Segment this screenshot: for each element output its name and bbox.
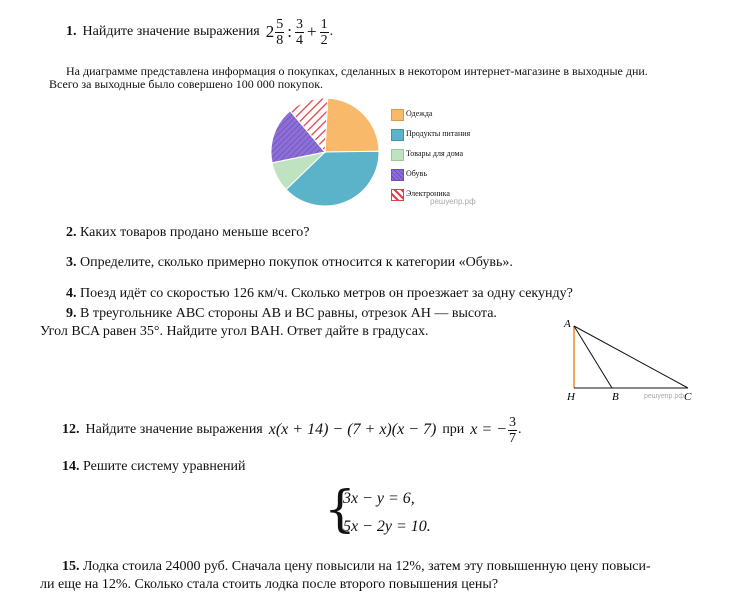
question-4 — [66, 286, 573, 302]
question-1-number: 1. — [66, 24, 77, 39]
question-1-text: Найдите значение выражения — [82, 24, 260, 39]
question-9-line-1 — [66, 306, 497, 322]
question-4-number: 4. — [66, 286, 77, 301]
pie-slices — [271, 98, 379, 206]
division-sign: : — [287, 22, 292, 41]
question-9-text-1: В треугольнике ABC стороны AB и BC равны, отрезок AH — высота. — [80, 306, 497, 321]
question-15-number: 15. — [62, 559, 80, 574]
fraction-1-2: $\frac{1}{2}$ — [320, 16, 328, 48]
question-9-line-2: Угол BCA равен 35°. Найдите угол BAH. Ответ дайте в градусах. — [40, 324, 429, 339]
question-14 — [62, 459, 246, 475]
system-brace: { — [324, 480, 356, 538]
question-4-text: Поезд идёт со скоростью 126 км/ч. Сколько метров он проезжает за одну секунду? — [80, 286, 573, 301]
equation-2: 5x − 2y = 10. — [343, 518, 431, 535]
chart-watermark: решуепр.рф — [430, 197, 476, 206]
legend-label-produkty: Продукты питания — [406, 129, 471, 138]
question-3 — [66, 255, 513, 271]
question-9-number: 9. — [66, 306, 77, 321]
question-15-line-2: ли еще на 12%. Сколько стала стоить лодка после второго повышения цены? — [40, 577, 499, 592]
question-12-text: Найдите значение выражения — [85, 422, 263, 437]
vertex-label-b: B — [612, 391, 619, 403]
question-2-text: Каких товаров продано меньше всего? — [80, 225, 310, 240]
question-12-x-equals: x = − — [470, 421, 507, 438]
question-3-text: Определите, сколько примерно покупок относится к категории «Обувь». — [80, 255, 513, 270]
pie-slice-odezhda — [325, 98, 379, 152]
plus-sign: + — [306, 22, 317, 41]
question-2-number: 2. — [66, 225, 77, 240]
question-14-text: Решите систему уравнений — [83, 459, 246, 474]
question-12-end: . — [518, 422, 522, 437]
question-12-number: 12. — [62, 422, 80, 437]
question-2 — [66, 225, 309, 241]
question-1 — [66, 14, 333, 50]
fraction-3-4: $\frac{3}{4}$ — [295, 16, 303, 48]
vertex-label-a: A — [564, 318, 571, 330]
fraction-5-8: $\frac{5}{8}$ — [276, 16, 284, 48]
question-1-end: . — [329, 24, 334, 39]
legend-swatch-tovary — [391, 149, 404, 161]
legend-label-obuv: Обувь — [406, 169, 427, 178]
question-12-expression: x(x + 14) − (7 + x)(x − 7) — [268, 421, 437, 438]
intro-line-2: Всего за выходные было совершено 100 000 покупок. — [49, 77, 324, 91]
vertex-label-c: C — [684, 391, 692, 403]
vertex-label-h: H — [567, 391, 575, 403]
question-3-number: 3. — [66, 255, 77, 270]
question-12-when: при — [442, 422, 465, 437]
legend-swatch-obuv — [391, 169, 404, 181]
legend-swatch-produkty — [391, 129, 404, 141]
pie-chart — [265, 96, 385, 208]
fraction-3-7: $\frac{3}{7}$ — [509, 414, 516, 446]
triangle-watermark: решуепр.рф — [644, 393, 684, 400]
legend-swatch-elektronika — [391, 189, 404, 201]
legend-swatch-odezhda — [391, 109, 404, 121]
legend-label-odezhda: Одежда — [406, 109, 433, 118]
intro-line-1: На диаграмме представлена информация о покупках, сделанных в некотором интернет-магазине в выходные дни. — [66, 64, 648, 78]
legend-label-tovary: Товары для дома — [406, 149, 464, 158]
question-14-number: 14. — [62, 459, 80, 474]
equation-1: 3x − y = 6, — [343, 490, 415, 507]
question-12 — [62, 410, 522, 450]
question-15-line-1 — [62, 559, 651, 575]
side-ac — [574, 326, 688, 388]
question-15-text-1: Лодка стоила 24000 руб. Сначала цену повысили на 12%, затем эту повышенную цену повыси- — [83, 559, 651, 574]
legend-label-elektronika: Электроника — [406, 189, 450, 198]
side-ab — [574, 326, 612, 388]
triangle-diagram — [560, 316, 720, 404]
mixed-number-whole: 2 — [265, 22, 275, 41]
